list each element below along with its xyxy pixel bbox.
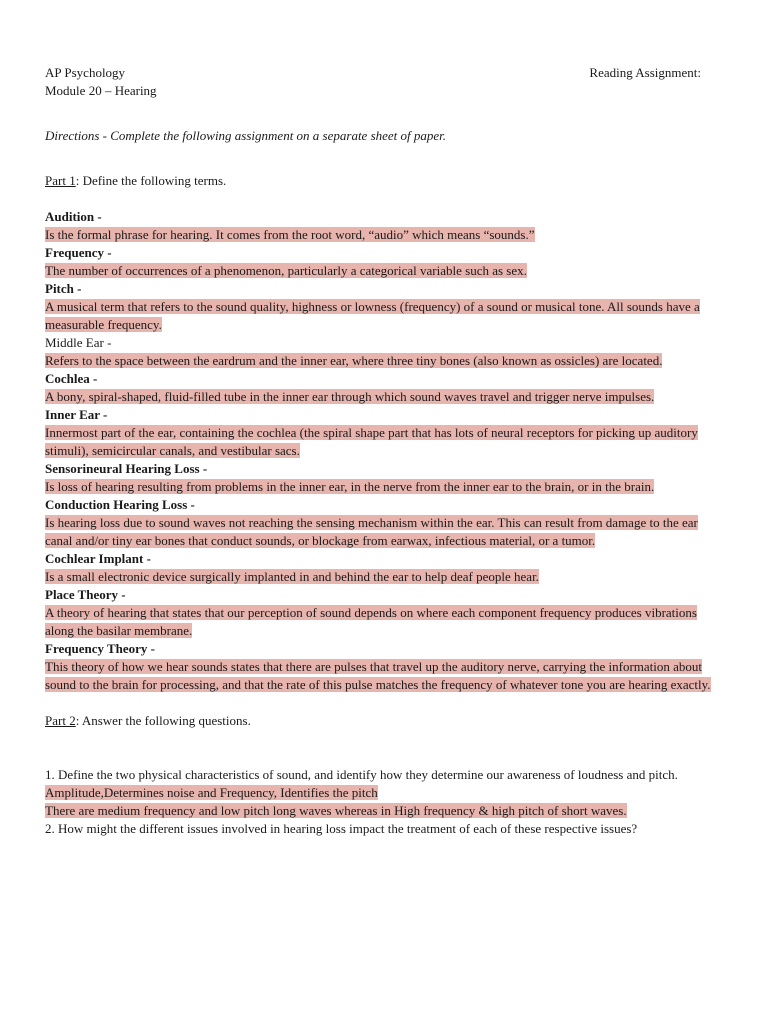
term-definition: A theory of hearing that states that our perception of sound depends on where each component frequency produces vibrations along the basilar membrane. [45,605,697,638]
part2-instruction: : Answer the following questions. [75,713,251,728]
module-title: Module 20 – Hearing [45,83,157,98]
term-definition: A bony, spiral-shaped, fluid-filled tube in the inner ear through which sound waves travel and trigger nerve impulses. [45,389,655,404]
terms-list [45,208,725,694]
term-label: Pitch - [45,281,82,296]
term-entry [45,496,725,550]
header-row [45,64,725,82]
term-definition: Is the formal phrase for hearing. It comes from the root word, “audio” which means “sounds.” [45,227,535,242]
term-entry [45,280,725,334]
question-text: 2. How might the different issues involved in hearing loss impact the treatment of each of these respective issues? [45,821,638,836]
term-label: Cochlea - [45,371,98,386]
answer-text: There are medium frequency and low pitch long waves whereas in High frequency & high pitch of short waves. [45,803,627,818]
term-entry [45,640,725,694]
term-definition: This theory of how we hear sounds states that there are pulses that travel up the auditory nerve, carrying the information about sound to the brain for processing, and that the rate of this pulse matches the frequency of whatever tone you are hearing exactly. [45,659,711,692]
term-label: Sensorineural Hearing Loss - [45,461,208,476]
term-entry [45,406,725,460]
term-entry [45,370,725,406]
questions-list [45,766,725,838]
term-label: Cochlear Implant - [45,551,151,566]
term-definition: Is a small electronic device surgically implanted in and behind the ear to help deaf people hear. [45,569,539,584]
term-entry [45,334,725,370]
term-definition: A musical term that refers to the sound quality, highness or lowness (frequency) of a sound or musical tone. All sounds have a measurable frequency. [45,299,700,332]
term-label: Frequency Theory - [45,641,156,656]
term-label: Middle Ear - [45,335,112,350]
answer-text: Amplitude,Determines noise and Frequency, Identifies the pitch [45,785,378,800]
document-page [45,64,725,838]
term-label: Frequency - [45,245,112,260]
term-entry [45,586,725,640]
term-label: Inner Ear - [45,407,108,422]
question-text: 1. Define the two physical characteristics of sound, and identify how they determine our awareness of loudness and pitch. [45,767,678,782]
term-definition: Is hearing loss due to sound waves not reaching the sensing mechanism within the ear. This can result from damage to the ear canal and/or tiny ear bones that conduct sounds, or blockage from earwax, infectious material, or a tumor. [45,515,698,548]
term-entry [45,208,725,244]
term-label: Place Theory - [45,587,126,602]
course-title: AP Psychology [45,65,126,80]
directions: Directions - Complete the following assignment on a separate sheet of paper. [45,128,447,143]
part1-heading [45,172,725,190]
term-definition: Innermost part of the ear, containing the cochlea (the spiral shape part that has lots of neural receptors for picking up auditory stimuli), semicircular canals, and vestibular sacs. [45,425,698,458]
assignment-label: Reading Assignment: [589,65,701,80]
term-entry [45,244,725,280]
part2-label: Part 2 [45,713,76,728]
term-entry [45,550,725,586]
term-entry [45,460,725,496]
term-definition: The number of occurrences of a phenomenon, particularly a categorical variable such as sex. [45,263,527,278]
term-definition: Refers to the space between the eardrum and the inner ear, where three tiny bones (also known as ossicles) are located. [45,353,663,368]
part1-instruction: : Define the following terms. [75,173,227,188]
part2-heading [45,712,725,730]
term-label: Conduction Hearing Loss - [45,497,195,512]
term-label: Audition - [45,209,102,224]
term-definition: Is loss of hearing resulting from problems in the inner ear, in the nerve from the inner ear to the brain, or in the brain. [45,479,655,494]
part1-label: Part 1 [45,173,76,188]
